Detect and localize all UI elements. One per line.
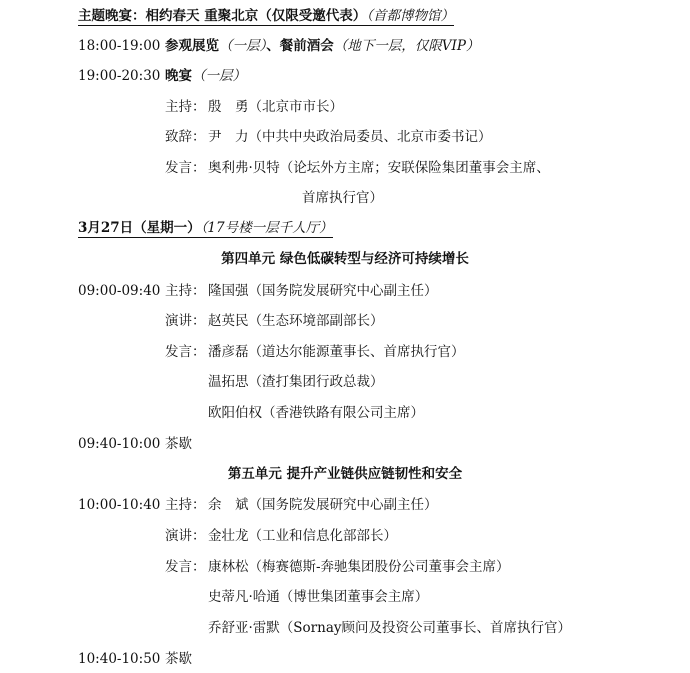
session-location: （一层） <box>219 38 267 54</box>
role-label: 发言： <box>165 344 206 360</box>
session-time: 19:00-20:30 <box>78 68 161 84</box>
host-name: 余 斌（国务院发展研究中心副主任） <box>208 497 438 513</box>
unit4-title: 第四单元 绿色低碳转型与经济可持续增长 <box>221 251 469 267</box>
speaker-name: 温拓思（渣打集团行政总裁） <box>208 374 384 390</box>
speaker-name: 乔舒亚·雷默（Sornay顾问及投资公司董事长、首席执行官） <box>208 620 571 636</box>
break-time: 10:40-10:50 <box>78 651 161 667</box>
session-banquet <box>165 67 246 85</box>
break-label: 茶歇 <box>165 651 192 667</box>
lecture-name: 赵英民（生态环境部副部长） <box>208 313 384 329</box>
remark-name-continued: 首席执行官） <box>302 190 383 206</box>
role-label: 演讲： <box>165 313 206 329</box>
role-label: 发言： <box>165 160 206 176</box>
day-venue: （17号楼一层千人厅） <box>200 220 333 236</box>
day-heading <box>78 219 333 237</box>
day-date: 3月27日（星期一） <box>78 220 201 236</box>
speaker-name: 欧阳伯权（香港铁路有限公司主席） <box>208 405 424 421</box>
break-label: 茶歇 <box>165 436 192 452</box>
host-name: 殷 勇（北京市市长） <box>208 99 343 115</box>
lecture-name: 金壮龙（工业和信息化部部长） <box>208 528 397 544</box>
break-time: 09:40-10:00 <box>78 436 161 452</box>
role-label: 主持： <box>165 497 206 513</box>
remark-name: 奥利弗·贝特（论坛外方主席；安联保险集团董事会主席、 <box>208 160 550 176</box>
speaker-name: 史蒂凡·哈通（博世集团董事会主席） <box>208 589 429 605</box>
session-location: （一层） <box>192 68 246 84</box>
banquet-heading-venue: （首都博物馆） <box>366 8 454 24</box>
unit5-title: 第五单元 提升产业链供应链韧性和安全 <box>227 466 463 482</box>
role-label: 主持： <box>165 283 206 299</box>
speaker-name: 康林松（梅赛德斯-奔驰集团股份公司董事会主席） <box>208 559 510 575</box>
banquet-heading-title: 主题晚宴：相约春天 重聚北京（仅限受邀代表） <box>78 8 367 24</box>
session-time: 10:00-10:40 <box>78 497 161 513</box>
role-label: 致辞： <box>165 129 206 145</box>
session-title: 晚宴 <box>165 68 192 84</box>
session-title: 参观展览 <box>165 38 219 54</box>
session-exhibition-reception <box>165 37 479 55</box>
banquet-heading <box>78 7 454 25</box>
session-time: 09:00-09:40 <box>78 283 161 299</box>
session-title: 、餐前酒会 <box>266 38 334 54</box>
role-label: 演讲： <box>165 528 206 544</box>
session-time: 18:00-19:00 <box>78 38 161 54</box>
session-location: （地下一层，仅限VIP） <box>333 38 480 54</box>
host-name: 隆国强（国务院发展研究中心副主任） <box>208 283 438 299</box>
speech-name: 尹 力（中共中央政治局委员、北京市委书记） <box>208 129 492 145</box>
role-label: 发言： <box>165 559 206 575</box>
speaker-name: 潘彦磊（道达尔能源董事长、首席执行官） <box>208 344 465 360</box>
role-label: 主持： <box>165 99 206 115</box>
